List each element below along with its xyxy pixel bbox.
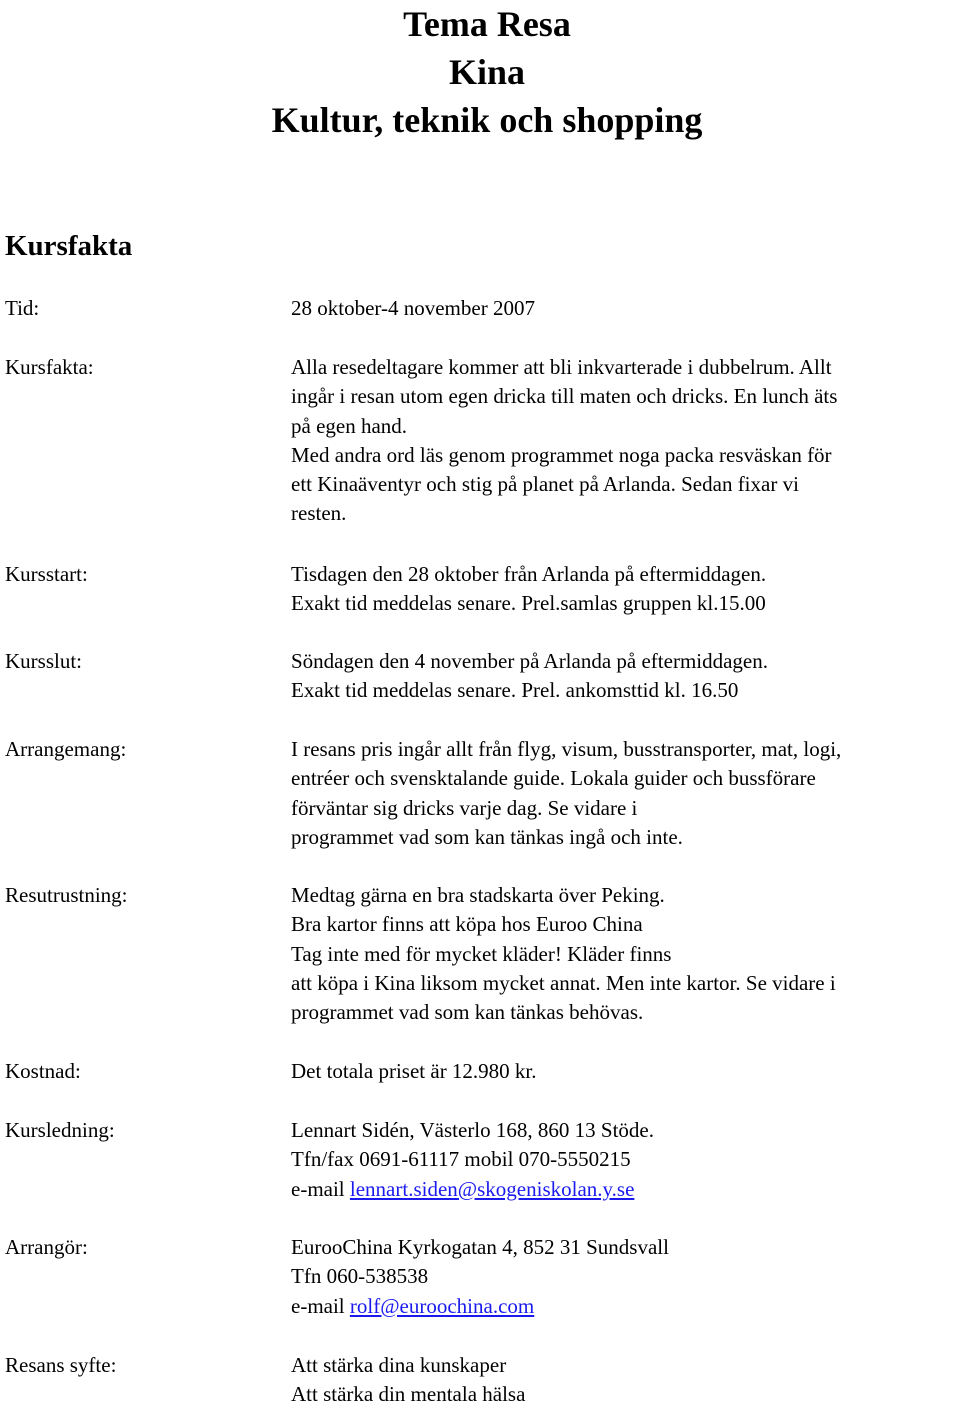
row-value <box>291 1116 960 1204</box>
value-line: programmet vad som kan tänkas ingå och inte. <box>291 824 683 849</box>
value-line: Tag inte med för mycket kläder! Kläder finns <box>291 941 672 966</box>
email-link-arrangor[interactable]: rolf@euroochina.com <box>349 1293 535 1318</box>
value-line: I resans pris ingår allt från flyg, visum, busstransporter, mat, logi, <box>291 737 842 761</box>
value-line: Att stärka din mentala hälsa <box>291 1382 526 1407</box>
row-label: Kursfakta: <box>5 355 94 379</box>
value-line: entréer och svensktalande guide. Lokala guider och bussförare <box>291 766 816 791</box>
row-label: Arrangör: <box>5 1235 88 1259</box>
value-line: Det totala priset är 12.980 kr. <box>291 1059 537 1083</box>
row-value <box>291 1057 960 1086</box>
row-label: Resutrustning: <box>5 883 128 907</box>
value-line: EurooChina Kyrkogatan 4, 852 31 Sundsvall <box>291 1235 669 1259</box>
row-value <box>291 735 960 852</box>
document-title <box>0 0 960 144</box>
value-line: Exakt tid meddelas senare. Prel.samlas gruppen kl.15.00 <box>291 591 766 616</box>
row-value <box>291 294 960 323</box>
email-link-kursledning[interactable]: lennart.siden@skogeniskolan.y.se <box>349 1176 635 1201</box>
value-line: Söndagen den 4 november på Arlanda på eftermiddagen. <box>291 649 769 673</box>
row-value <box>291 1351 960 1410</box>
title-line: Kina <box>448 52 526 92</box>
value-line: resten. <box>291 501 347 526</box>
row-value <box>291 353 960 529</box>
row-label: Kursledning: <box>5 1118 115 1142</box>
row-label: Tid: <box>5 296 40 320</box>
email-line <box>291 1175 960 1204</box>
value-line: Alla resedeltagare kommer att bli inkvarterade i dubbelrum. Allt <box>291 355 832 379</box>
email-line <box>291 1292 960 1321</box>
row-label: Kursslut: <box>5 649 83 673</box>
value-line: Tisdagen den 28 oktober från Arlanda på eftermiddagen. <box>291 562 767 586</box>
value-line: Medtag gärna en bra stadskarta över Peking. <box>291 883 665 907</box>
row-label: Kostnad: <box>5 1059 81 1083</box>
value-line: 28 oktober-4 november 2007 <box>291 296 535 320</box>
section-heading-kursfakta: Kursfakta <box>5 230 133 262</box>
row-label: Arrangemang: <box>5 737 127 761</box>
value-line: ett Kinaäventyr och stig på planet på Arlanda. Sedan fixar vi <box>291 472 799 497</box>
value-line: att köpa i Kina liksom mycket annat. Men inte kartor. Se vidare i <box>291 970 836 995</box>
email-prefix: e-mail <box>291 1176 350 1201</box>
value-line: Bra kartor finns att köpa hos Euroo China <box>291 912 643 937</box>
row-value <box>291 881 960 1027</box>
value-line: Att stärka dina kunskaper <box>291 1353 507 1377</box>
row-value <box>291 1233 960 1321</box>
value-line: Tfn/fax 0691-61117 mobil 070-5550215 <box>291 1147 631 1172</box>
title-line: Kultur, teknik och shopping <box>271 100 703 140</box>
row-value <box>291 560 960 619</box>
title-line: Tema Resa <box>403 4 571 44</box>
row-label: Kursstart: <box>5 562 88 586</box>
value-line: Exakt tid meddelas senare. Prel. ankomsttid kl. 16.50 <box>291 678 739 703</box>
row-value <box>291 647 960 706</box>
value-line: Lennart Sidén, Västerlo 168, 860 13 Stöde. <box>291 1118 654 1142</box>
email-prefix: e-mail <box>291 1293 350 1318</box>
value-line: programmet vad som kan tänkas behövas. <box>291 1000 644 1025</box>
value-line: Med andra ord läs genom programmet noga packa resväskan för <box>291 442 832 467</box>
value-line: ingår i resan utom egen dricka till maten och dricks. En lunch äts <box>291 384 838 409</box>
value-line: Tfn 060-538538 <box>291 1264 429 1289</box>
value-line: förväntar sig dricks varje dag. Se vidare i <box>291 795 638 820</box>
value-line: på egen hand. <box>291 413 408 438</box>
row-label: Resans syfte: <box>5 1353 117 1377</box>
